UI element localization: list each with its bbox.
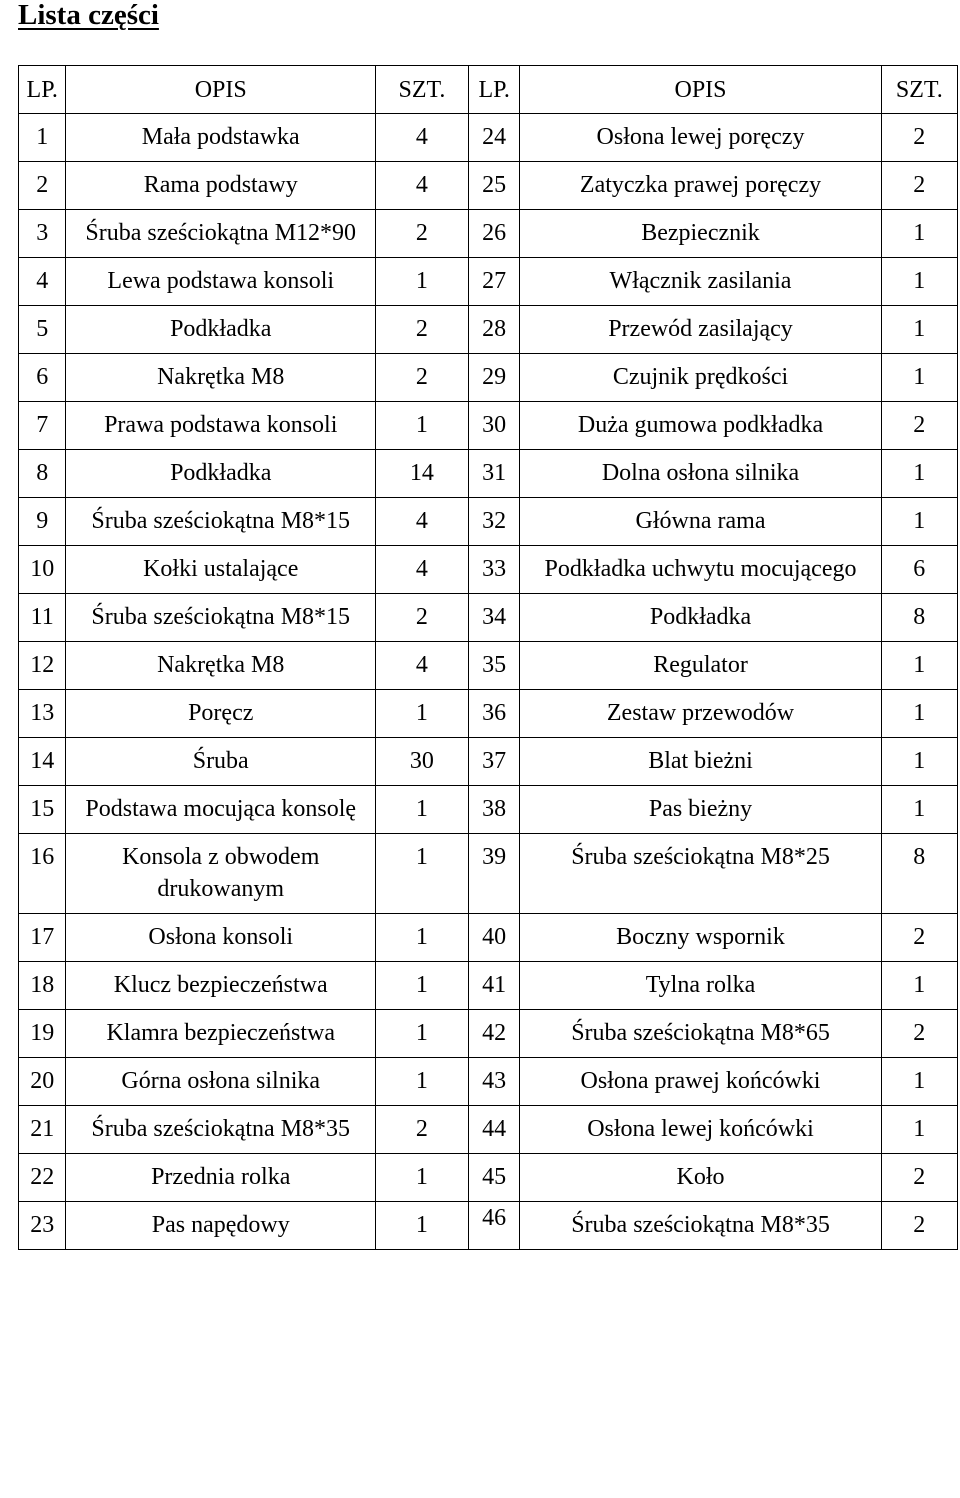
table-row <box>19 114 958 162</box>
cell-szt-right: 1 <box>881 1106 957 1154</box>
cell-opis-left: Śruba <box>66 738 376 786</box>
cell-opis-left: Śruba sześciokątna M8*15 <box>66 594 376 642</box>
cell-lp-left: 9 <box>19 498 66 546</box>
cell-lp-right: 41 <box>468 962 520 1010</box>
cell-szt-right: 1 <box>881 738 957 786</box>
cell-szt-right: 8 <box>881 834 957 914</box>
cell-szt-left: 2 <box>376 210 469 258</box>
cell-opis-left: Śruba sześciokątna M8*35 <box>66 1106 376 1154</box>
header-opis-left: OPIS <box>66 66 376 114</box>
table-row <box>19 210 958 258</box>
cell-szt-right: 1 <box>881 210 957 258</box>
cell-szt-right: 8 <box>881 594 957 642</box>
header-opis-right: OPIS <box>520 66 881 114</box>
cell-szt-right: 1 <box>881 258 957 306</box>
page-title: Lista części <box>18 0 159 31</box>
table-row <box>19 1058 958 1106</box>
cell-lp-left: 1 <box>19 114 66 162</box>
header-szt-right: SZT. <box>881 66 957 114</box>
header-szt-left: SZT. <box>376 66 469 114</box>
cell-szt-left: 1 <box>376 1154 469 1202</box>
cell-opis-right: Pas bieżny <box>520 786 881 834</box>
cell-opis-right: Zatyczka prawej poręczy <box>520 162 881 210</box>
table-row <box>19 306 958 354</box>
cell-lp-right: 24 <box>468 114 520 162</box>
table-row <box>19 1010 958 1058</box>
table-row <box>19 354 958 402</box>
header-lp-right: LP. <box>468 66 520 114</box>
cell-opis-left: Osłona konsoli <box>66 914 376 962</box>
cell-lp-left: 22 <box>19 1154 66 1202</box>
table-row <box>19 162 958 210</box>
cell-lp-right: 27 <box>468 258 520 306</box>
cell-opis-left: Podstawa mocująca konsolę <box>66 786 376 834</box>
cell-szt-right: 1 <box>881 962 957 1010</box>
cell-opis-left: Przednia rolka <box>66 1154 376 1202</box>
cell-opis-left: Śruba sześciokątna M8*15 <box>66 498 376 546</box>
cell-opis-right: Śruba sześciokątna M8*35 <box>520 1202 881 1250</box>
cell-lp-right: 38 <box>468 786 520 834</box>
cell-lp-left: 2 <box>19 162 66 210</box>
cell-opis-right: Koło <box>520 1154 881 1202</box>
table-row <box>19 498 958 546</box>
cell-szt-left: 4 <box>376 114 469 162</box>
cell-opis-right: Regulator <box>520 642 881 690</box>
cell-szt-left: 4 <box>376 642 469 690</box>
cell-opis-right: Śruba sześciokątna M8*25 <box>520 834 881 914</box>
cell-opis-left: Śruba sześciokątna M12*90 <box>66 210 376 258</box>
cell-szt-right: 1 <box>881 450 957 498</box>
cell-szt-left: 2 <box>376 1106 469 1154</box>
cell-szt-left: 1 <box>376 1058 469 1106</box>
cell-lp-right: 25 <box>468 162 520 210</box>
cell-szt-right: 2 <box>881 1010 957 1058</box>
cell-lp-right: 34 <box>468 594 520 642</box>
cell-szt-left: 2 <box>376 594 469 642</box>
cell-opis-right: Bezpiecznik <box>520 210 881 258</box>
cell-szt-right: 1 <box>881 642 957 690</box>
cell-opis-right: Podkładka <box>520 594 881 642</box>
table-row <box>19 1154 958 1202</box>
cell-szt-left: 1 <box>376 1202 469 1250</box>
cell-lp-right: 43 <box>468 1058 520 1106</box>
cell-lp-left: 16 <box>19 834 66 914</box>
cell-szt-right: 1 <box>881 498 957 546</box>
cell-lp-right: 42 <box>468 1010 520 1058</box>
table-row <box>19 258 958 306</box>
cell-szt-left: 1 <box>376 258 469 306</box>
cell-opis-right: Boczny wspornik <box>520 914 881 962</box>
cell-opis-right: Dolna osłona silnika <box>520 450 881 498</box>
cell-lp-right: 32 <box>468 498 520 546</box>
cell-lp-right: 46 <box>468 1202 520 1250</box>
cell-opis-left: Kołki ustalające <box>66 546 376 594</box>
cell-lp-left: 6 <box>19 354 66 402</box>
table-row <box>19 786 958 834</box>
cell-lp-right: 36 <box>468 690 520 738</box>
cell-lp-right: 45 <box>468 1154 520 1202</box>
cell-opis-left: Konsola z obwodem drukowanym <box>66 834 376 914</box>
cell-lp-left: 3 <box>19 210 66 258</box>
table-row <box>19 834 958 914</box>
cell-lp-left: 7 <box>19 402 66 450</box>
cell-szt-right: 2 <box>881 114 957 162</box>
cell-szt-left: 4 <box>376 498 469 546</box>
cell-opis-left: Mała podstawka <box>66 114 376 162</box>
cell-lp-left: 20 <box>19 1058 66 1106</box>
cell-opis-right: Duża gumowa podkładka <box>520 402 881 450</box>
parts-table-body <box>19 114 958 1250</box>
cell-szt-right: 1 <box>881 690 957 738</box>
cell-opis-right: Osłona lewej poręczy <box>520 114 881 162</box>
cell-opis-right: Zestaw przewodów <box>520 690 881 738</box>
cell-lp-right: 28 <box>468 306 520 354</box>
cell-lp-left: 23 <box>19 1202 66 1250</box>
cell-szt-right: 1 <box>881 306 957 354</box>
cell-szt-right: 1 <box>881 354 957 402</box>
cell-opis-left: Prawa podstawa konsoli <box>66 402 376 450</box>
parts-table <box>18 65 958 1250</box>
cell-lp-right: 30 <box>468 402 520 450</box>
table-row <box>19 914 958 962</box>
cell-opis-left: Nakrętka M8 <box>66 354 376 402</box>
cell-lp-right: 40 <box>468 914 520 962</box>
table-row <box>19 690 958 738</box>
cell-lp-left: 17 <box>19 914 66 962</box>
table-row <box>19 450 958 498</box>
cell-lp-right: 39 <box>468 834 520 914</box>
cell-lp-left: 4 <box>19 258 66 306</box>
cell-lp-left: 12 <box>19 642 66 690</box>
cell-opis-left: Nakrętka M8 <box>66 642 376 690</box>
cell-szt-right: 2 <box>881 914 957 962</box>
cell-opis-right: Blat bieżni <box>520 738 881 786</box>
cell-szt-right: 2 <box>881 1202 957 1250</box>
cell-szt-right: 6 <box>881 546 957 594</box>
cell-lp-left: 10 <box>19 546 66 594</box>
cell-szt-left: 2 <box>376 306 469 354</box>
cell-szt-right: 1 <box>881 786 957 834</box>
cell-lp-right: 31 <box>468 450 520 498</box>
cell-lp-left: 11 <box>19 594 66 642</box>
cell-szt-left: 1 <box>376 1010 469 1058</box>
table-row <box>19 1202 958 1250</box>
cell-lp-left: 14 <box>19 738 66 786</box>
cell-opis-right: Podkładka uchwytu mocującego <box>520 546 881 594</box>
cell-lp-right: 29 <box>468 354 520 402</box>
cell-opis-right: Włącznik zasilania <box>520 258 881 306</box>
cell-szt-left: 1 <box>376 914 469 962</box>
cell-lp-left: 15 <box>19 786 66 834</box>
cell-szt-left: 1 <box>376 402 469 450</box>
cell-szt-left: 4 <box>376 162 469 210</box>
header-row <box>19 66 958 114</box>
cell-opis-right: Tylna rolka <box>520 962 881 1010</box>
cell-opis-left: Lewa podstawa konsoli <box>66 258 376 306</box>
cell-lp-right: 33 <box>468 546 520 594</box>
table-row <box>19 1106 958 1154</box>
cell-opis-right: Główna rama <box>520 498 881 546</box>
table-row <box>19 962 958 1010</box>
cell-lp-left: 19 <box>19 1010 66 1058</box>
cell-lp-right: 35 <box>468 642 520 690</box>
cell-szt-left: 30 <box>376 738 469 786</box>
cell-opis-right: Śruba sześciokątna M8*65 <box>520 1010 881 1058</box>
cell-opis-right: Osłona lewej końcówki <box>520 1106 881 1154</box>
cell-opis-right: Przewód zasilający <box>520 306 881 354</box>
cell-opis-left: Podkładka <box>66 306 376 354</box>
cell-opis-left: Górna osłona silnika <box>66 1058 376 1106</box>
cell-opis-left: Podkładka <box>66 450 376 498</box>
cell-opis-left: Pas napędowy <box>66 1202 376 1250</box>
cell-szt-right: 2 <box>881 402 957 450</box>
cell-szt-right: 2 <box>881 1154 957 1202</box>
cell-opis-right: Osłona prawej końcówki <box>520 1058 881 1106</box>
cell-lp-left: 18 <box>19 962 66 1010</box>
cell-szt-right: 1 <box>881 1058 957 1106</box>
cell-szt-left: 1 <box>376 690 469 738</box>
cell-lp-left: 21 <box>19 1106 66 1154</box>
cell-lp-right: 37 <box>468 738 520 786</box>
table-row <box>19 738 958 786</box>
cell-szt-left: 2 <box>376 354 469 402</box>
cell-opis-left: Klucz bezpieczeństwa <box>66 962 376 1010</box>
cell-lp-left: 8 <box>19 450 66 498</box>
cell-lp-right: 44 <box>468 1106 520 1154</box>
cell-opis-left: Rama podstawy <box>66 162 376 210</box>
table-row <box>19 594 958 642</box>
cell-szt-left: 14 <box>376 450 469 498</box>
header-lp-left: LP. <box>19 66 66 114</box>
cell-opis-right: Czujnik prędkości <box>520 354 881 402</box>
table-row <box>19 546 958 594</box>
cell-szt-left: 4 <box>376 546 469 594</box>
cell-lp-right: 26 <box>468 210 520 258</box>
table-row <box>19 402 958 450</box>
cell-lp-left: 13 <box>19 690 66 738</box>
cell-opis-left: Poręcz <box>66 690 376 738</box>
table-row <box>19 642 958 690</box>
cell-szt-left: 1 <box>376 962 469 1010</box>
cell-szt-right: 2 <box>881 162 957 210</box>
cell-opis-left: Klamra bezpieczeństwa <box>66 1010 376 1058</box>
cell-szt-left: 1 <box>376 834 469 914</box>
cell-szt-left: 1 <box>376 786 469 834</box>
cell-lp-left: 5 <box>19 306 66 354</box>
